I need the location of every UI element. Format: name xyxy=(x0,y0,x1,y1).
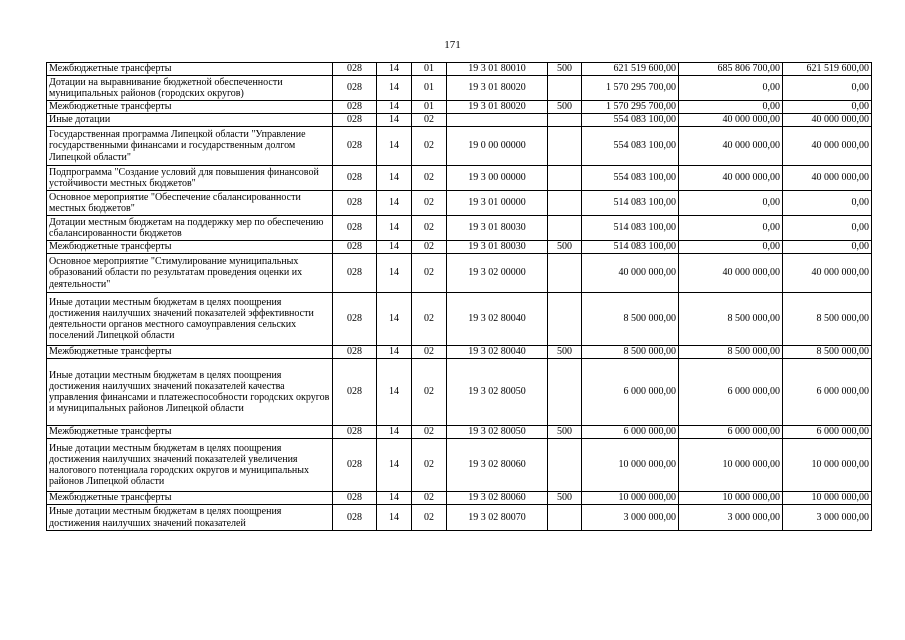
budget-table xyxy=(46,62,872,531)
row-sum-2: 0,00 xyxy=(679,76,783,101)
row-sum-2: 0,00 xyxy=(679,216,783,241)
row-target-article: 19 0 00 00000 xyxy=(447,127,548,166)
row-section: 14 xyxy=(377,216,412,241)
row-subsection: 02 xyxy=(412,426,447,439)
row-ministry-code: 028 xyxy=(333,216,377,241)
row-expense-type: 500 xyxy=(548,101,582,114)
row-section: 14 xyxy=(377,293,412,346)
row-ministry-code: 028 xyxy=(333,76,377,101)
row-sum-1: 8 500 000,00 xyxy=(582,293,679,346)
row-section: 14 xyxy=(377,241,412,254)
table-row xyxy=(47,492,872,505)
row-section: 14 xyxy=(377,439,412,492)
row-section: 14 xyxy=(377,346,412,359)
row-expense-type xyxy=(548,127,582,166)
row-target-article: 19 3 02 00000 xyxy=(447,254,548,293)
row-section: 14 xyxy=(377,76,412,101)
table-row xyxy=(47,293,872,346)
row-name: Подпрограмма "Создание условий для повышения финансовой устойчивости местных бюджетов" xyxy=(47,166,333,191)
row-sum-3: 0,00 xyxy=(783,241,872,254)
row-sum-1: 3 000 000,00 xyxy=(582,505,679,531)
row-sum-2: 40 000 000,00 xyxy=(679,127,783,166)
row-target-article: 19 3 01 00000 xyxy=(447,191,548,216)
row-expense-type: 500 xyxy=(548,241,582,254)
row-sum-2: 40 000 000,00 xyxy=(679,254,783,293)
row-sum-2: 10 000 000,00 xyxy=(679,492,783,505)
row-ministry-code: 028 xyxy=(333,166,377,191)
row-subsection: 01 xyxy=(412,76,447,101)
row-ministry-code: 028 xyxy=(333,127,377,166)
row-ministry-code: 028 xyxy=(333,254,377,293)
row-subsection: 01 xyxy=(412,63,447,76)
row-sum-3: 40 000 000,00 xyxy=(783,127,872,166)
row-expense-type xyxy=(548,216,582,241)
row-name: Иные дотации местным бюджетам в целях поощрения достижения наилучших значений показателей эффективности деятельности органов местного самоуправления сельских поселений Липецкой области xyxy=(47,293,333,346)
table-row xyxy=(47,191,872,216)
row-sum-3: 0,00 xyxy=(783,216,872,241)
row-sum-3: 6 000 000,00 xyxy=(783,359,872,426)
row-sum-3: 0,00 xyxy=(783,191,872,216)
row-subsection: 02 xyxy=(412,505,447,531)
row-ministry-code: 028 xyxy=(333,505,377,531)
table-row xyxy=(47,439,872,492)
row-sum-1: 554 083 100,00 xyxy=(582,114,679,127)
row-name: Межбюджетные трансферты xyxy=(47,241,333,254)
row-target-article: 19 3 01 80010 xyxy=(447,63,548,76)
row-subsection: 02 xyxy=(412,346,447,359)
row-section: 14 xyxy=(377,426,412,439)
row-expense-type xyxy=(548,166,582,191)
table-row xyxy=(47,359,872,426)
row-name: Межбюджетные трансферты xyxy=(47,426,333,439)
row-name: Межбюджетные трансферты xyxy=(47,63,333,76)
row-name: Иные дотации местным бюджетам в целях поощрения достижения наилучших значений показателей качества управления финансами и платежеспособности городских округов и муниципальных районов Липецкой области xyxy=(47,359,333,426)
row-sum-1: 1 570 295 700,00 xyxy=(582,101,679,114)
row-subsection: 02 xyxy=(412,216,447,241)
row-sum-3: 0,00 xyxy=(783,101,872,114)
row-name: Иные дотации местным бюджетам в целях поощрения достижения наилучших значений показателей xyxy=(47,505,333,531)
row-sum-1: 40 000 000,00 xyxy=(582,254,679,293)
row-sum-3: 10 000 000,00 xyxy=(783,492,872,505)
row-sum-3: 8 500 000,00 xyxy=(783,346,872,359)
row-expense-type: 500 xyxy=(548,63,582,76)
row-sum-3: 0,00 xyxy=(783,76,872,101)
row-sum-3: 40 000 000,00 xyxy=(783,114,872,127)
row-expense-type: 500 xyxy=(548,492,582,505)
row-sum-1: 514 083 100,00 xyxy=(582,216,679,241)
row-sum-2: 6 000 000,00 xyxy=(679,426,783,439)
table-row xyxy=(47,254,872,293)
row-expense-type xyxy=(548,439,582,492)
row-ministry-code: 028 xyxy=(333,63,377,76)
row-sum-3: 40 000 000,00 xyxy=(783,166,872,191)
row-sum-3: 10 000 000,00 xyxy=(783,439,872,492)
row-expense-type xyxy=(548,76,582,101)
row-sum-1: 514 083 100,00 xyxy=(582,191,679,216)
page-number: 171 xyxy=(444,39,461,51)
row-subsection: 01 xyxy=(412,101,447,114)
row-ministry-code: 028 xyxy=(333,101,377,114)
row-ministry-code: 028 xyxy=(333,439,377,492)
row-target-article: 19 3 02 80060 xyxy=(447,439,548,492)
row-sum-2: 8 500 000,00 xyxy=(679,346,783,359)
row-sum-3: 8 500 000,00 xyxy=(783,293,872,346)
row-name: Дотации местным бюджетам на поддержку мер по обеспечению сбалансированности бюджетов xyxy=(47,216,333,241)
row-section: 14 xyxy=(377,505,412,531)
row-subsection: 02 xyxy=(412,114,447,127)
row-sum-2: 0,00 xyxy=(679,241,783,254)
row-subsection: 02 xyxy=(412,191,447,216)
row-sum-1: 621 519 600,00 xyxy=(582,63,679,76)
table-row xyxy=(47,346,872,359)
row-sum-1: 554 083 100,00 xyxy=(582,166,679,191)
row-ministry-code: 028 xyxy=(333,359,377,426)
row-subsection: 02 xyxy=(412,359,447,426)
row-expense-type xyxy=(548,293,582,346)
budget-table-body xyxy=(47,63,872,531)
row-sum-1: 554 083 100,00 xyxy=(582,127,679,166)
row-section: 14 xyxy=(377,101,412,114)
row-ministry-code: 028 xyxy=(333,346,377,359)
row-sum-1: 6 000 000,00 xyxy=(582,359,679,426)
row-target-article: 19 3 01 80020 xyxy=(447,101,548,114)
row-sum-2: 3 000 000,00 xyxy=(679,505,783,531)
row-target-article: 19 3 01 80030 xyxy=(447,216,548,241)
row-sum-3: 6 000 000,00 xyxy=(783,426,872,439)
table-row xyxy=(47,216,872,241)
row-target-article: 19 3 02 80050 xyxy=(447,359,548,426)
row-subsection: 02 xyxy=(412,166,447,191)
table-row xyxy=(47,166,872,191)
table-row xyxy=(47,426,872,439)
row-sum-2: 8 500 000,00 xyxy=(679,293,783,346)
row-ministry-code: 028 xyxy=(333,426,377,439)
row-sum-3: 3 000 000,00 xyxy=(783,505,872,531)
row-ministry-code: 028 xyxy=(333,293,377,346)
row-sum-1: 8 500 000,00 xyxy=(582,346,679,359)
row-expense-type xyxy=(548,114,582,127)
row-name: Межбюджетные трансферты xyxy=(47,346,333,359)
table-row xyxy=(47,101,872,114)
row-section: 14 xyxy=(377,63,412,76)
row-target-article: 19 3 01 80030 xyxy=(447,241,548,254)
row-name: Дотации на выравнивание бюджетной обеспеченности муниципальных районов (городских округов) xyxy=(47,76,333,101)
row-expense-type xyxy=(548,505,582,531)
row-sum-1: 10 000 000,00 xyxy=(582,492,679,505)
row-target-article: 19 3 02 80040 xyxy=(447,346,548,359)
row-subsection: 02 xyxy=(412,241,447,254)
row-sum-1: 6 000 000,00 xyxy=(582,426,679,439)
row-subsection: 02 xyxy=(412,254,447,293)
row-name: Межбюджетные трансферты xyxy=(47,101,333,114)
row-section: 14 xyxy=(377,191,412,216)
table-row xyxy=(47,241,872,254)
row-section: 14 xyxy=(377,114,412,127)
table-row xyxy=(47,127,872,166)
row-target-article: 19 3 02 80050 xyxy=(447,426,548,439)
row-target-article xyxy=(447,114,548,127)
row-ministry-code: 028 xyxy=(333,191,377,216)
row-sum-3: 40 000 000,00 xyxy=(783,254,872,293)
row-target-article: 19 3 02 80060 xyxy=(447,492,548,505)
row-sum-2: 685 806 700,00 xyxy=(679,63,783,76)
row-subsection: 02 xyxy=(412,127,447,166)
row-sum-1: 514 083 100,00 xyxy=(582,241,679,254)
table-row xyxy=(47,63,872,76)
table-row xyxy=(47,114,872,127)
row-subsection: 02 xyxy=(412,293,447,346)
table-row xyxy=(47,505,872,531)
row-expense-type: 500 xyxy=(548,426,582,439)
row-section: 14 xyxy=(377,127,412,166)
row-subsection: 02 xyxy=(412,492,447,505)
row-ministry-code: 028 xyxy=(333,241,377,254)
row-ministry-code: 028 xyxy=(333,492,377,505)
row-expense-type xyxy=(548,359,582,426)
row-section: 14 xyxy=(377,166,412,191)
row-expense-type xyxy=(548,254,582,293)
row-name: Государственная программа Липецкой области "Управление государственными финансами и государственным долгом Липецкой области" xyxy=(47,127,333,166)
row-section: 14 xyxy=(377,492,412,505)
row-expense-type xyxy=(548,191,582,216)
row-sum-3: 621 519 600,00 xyxy=(783,63,872,76)
row-subsection: 02 xyxy=(412,439,447,492)
row-target-article: 19 3 02 80040 xyxy=(447,293,548,346)
row-sum-1: 10 000 000,00 xyxy=(582,439,679,492)
row-section: 14 xyxy=(377,254,412,293)
row-name: Иные дотации xyxy=(47,114,333,127)
row-sum-2: 6 000 000,00 xyxy=(679,359,783,426)
row-section: 14 xyxy=(377,359,412,426)
row-expense-type: 500 xyxy=(548,346,582,359)
row-target-article: 19 3 02 80070 xyxy=(447,505,548,531)
row-name: Межбюджетные трансферты xyxy=(47,492,333,505)
row-sum-1: 1 570 295 700,00 xyxy=(582,76,679,101)
row-ministry-code: 028 xyxy=(333,114,377,127)
row-sum-2: 0,00 xyxy=(679,191,783,216)
row-target-article: 19 3 01 80020 xyxy=(447,76,548,101)
table-row xyxy=(47,76,872,101)
row-sum-2: 0,00 xyxy=(679,101,783,114)
row-sum-2: 40 000 000,00 xyxy=(679,166,783,191)
row-sum-2: 10 000 000,00 xyxy=(679,439,783,492)
row-name: Основное мероприятие "Стимулирование муниципальных образований области по результатам проведения оценки их деятельности" xyxy=(47,254,333,293)
row-name: Основное мероприятие "Обеспечение сбалансированности местных бюджетов" xyxy=(47,191,333,216)
row-target-article: 19 3 00 00000 xyxy=(447,166,548,191)
row-name: Иные дотации местным бюджетам в целях поощрения достижения наилучших значений показателей увеличения налогового потенциала городских округов и муниципальных районов Липецкой области xyxy=(47,439,333,492)
row-sum-2: 40 000 000,00 xyxy=(679,114,783,127)
